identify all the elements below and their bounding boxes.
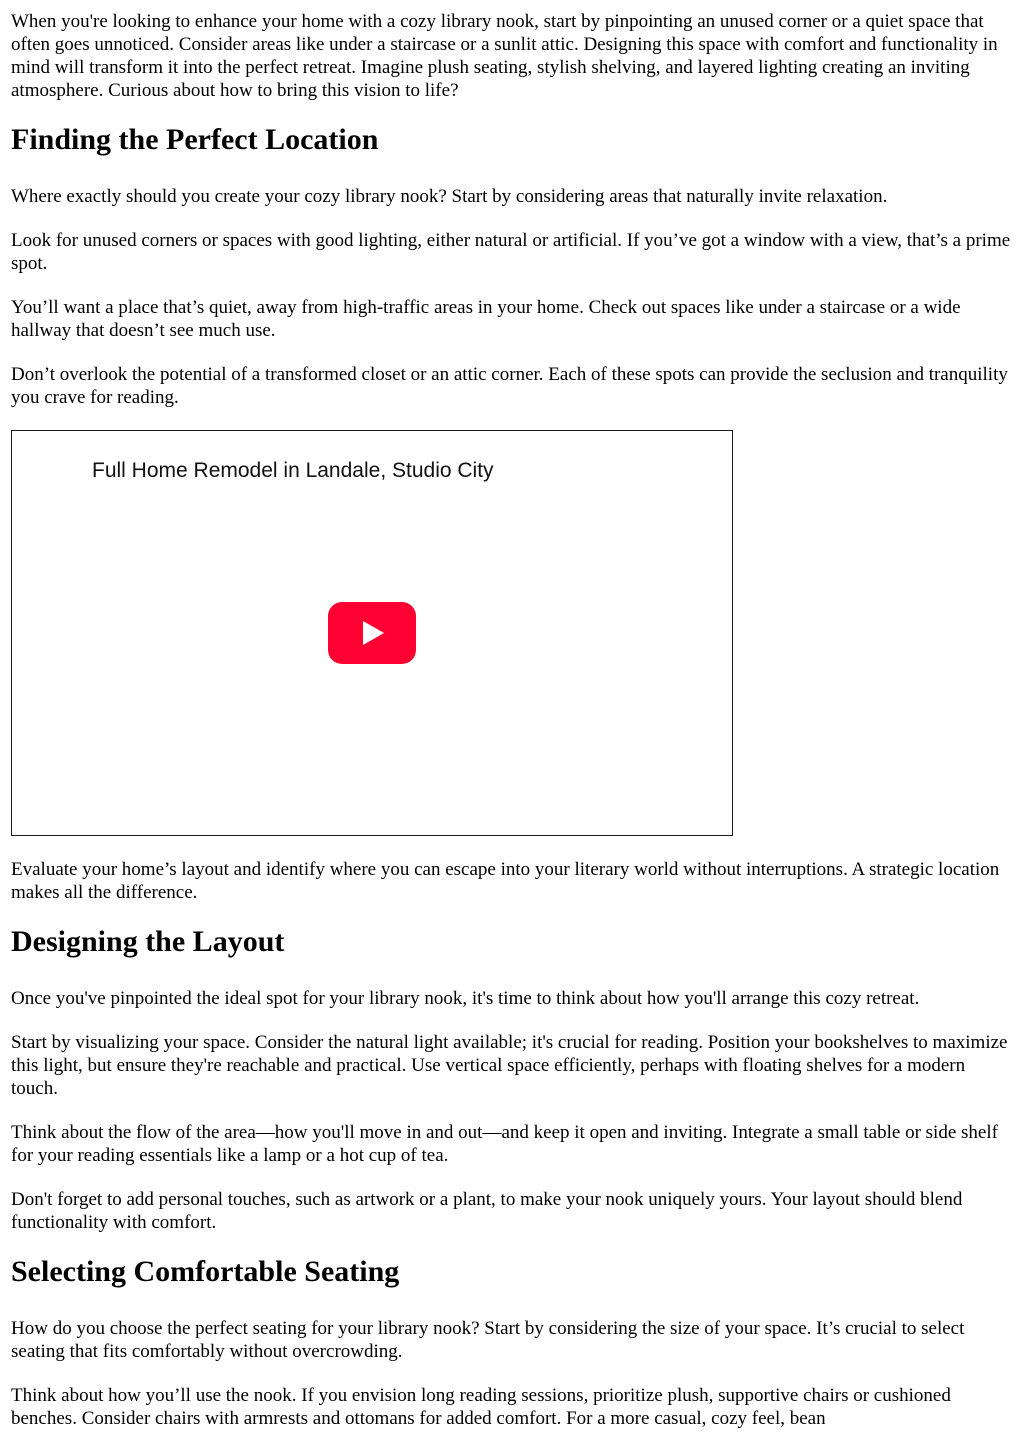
paragraph: Think about the flow of the area—how you'll move in and out—and keep it open and inviting. Integrate a small table or side shelf for your reading essentials like a lamp or a hot cup of tea. <box>11 1122 998 1166</box>
paragraph: How do you choose the perfect seating for your library nook? Start by considering the size of your space. It’s crucial to select seating that fits comfortably without overcrowding. <box>11 1318 965 1362</box>
paragraph: You’ll want a place that’s quiet, away from high-traffic areas in your home. Check out spaces like under a staircase or a wide hallway that doesn’t see much use. <box>11 297 961 341</box>
intro-paragraph: When you're looking to enhance your home with a cozy library nook, start by pinpointing an unused corner or a quiet space that often goes unnoticed. Consider areas like under a staircase or a sunlit attic. Designing this space with comfort and functionality in mind will transform it into the perfect retreat. Imagine plush seating, stylish shelving, and layered lighting creating an inviting atmosphere. Curious about how to bring this vision to life? <box>11 11 998 101</box>
section-heading-location: Finding the Perfect Location <box>11 123 379 156</box>
video-embed[interactable] <box>11 430 733 836</box>
article <box>0 10 1024 1430</box>
youtube-play-icon[interactable] <box>328 602 416 664</box>
paragraph: Don't forget to add personal touches, such as artwork or a plant, to make your nook uniquely yours. Your layout should blend functionality with comfort. <box>11 1189 963 1233</box>
play-triangle-icon <box>363 621 384 645</box>
paragraph: Evaluate your home’s layout and identify where you can escape into your literary world without interruptions. A strategic location makes all the difference. <box>11 859 1000 903</box>
paragraph: Look for unused corners or spaces with good lighting, either natural or artificial. If you’ve got a window with a view, that’s a prime spot. <box>11 230 1011 274</box>
section-heading-seating: Selecting Comfortable Seating <box>11 1255 400 1288</box>
paragraph: Once you've pinpointed the ideal spot for your library nook, it's time to think about how you'll arrange this cozy retreat. <box>11 988 920 1009</box>
video-title[interactable]: Full Home Remodel in Landale, Studio City <box>92 459 494 482</box>
section-heading-layout: Designing the Layout <box>11 925 285 958</box>
paragraph: Where exactly should you create your cozy library nook? Start by considering areas that naturally invite relaxation. <box>11 186 888 207</box>
paragraph: Don’t overlook the potential of a transformed closet or an attic corner. Each of these spots can provide the seclusion and tranquility you crave for reading. <box>11 364 1008 408</box>
paragraph: Think about how you’ll use the nook. If you envision long reading sessions, prioritize plush, supportive chairs or cushioned benches. Consider chairs with armrests and ottomans for added comfort. For a more casual, cozy feel, bean <box>11 1385 951 1429</box>
paragraph: Start by visualizing your space. Consider the natural light available; it's crucial for reading. Position your bookshelves to maximize this light, but ensure they're reachable and practical. Use vertical space efficiently, perhaps with floating shelves for a modern touch. <box>11 1032 1008 1099</box>
